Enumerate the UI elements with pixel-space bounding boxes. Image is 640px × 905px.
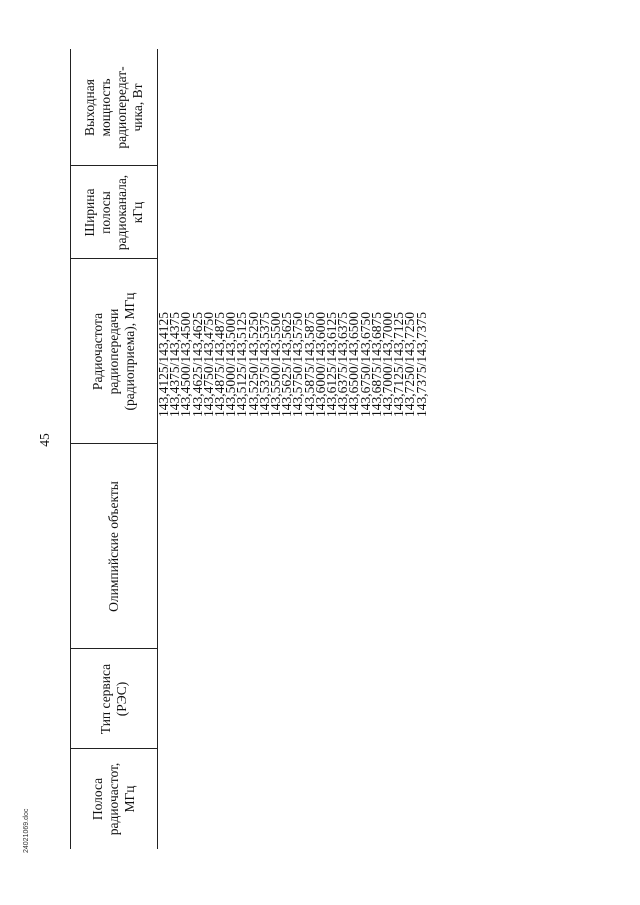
- frequency-item: 143,7000/143,7000: [380, 311, 396, 417]
- page-number: 45: [37, 433, 52, 447]
- table-header-separator: [157, 49, 158, 849]
- frequency-item: 143,5125/143,5125: [234, 311, 250, 417]
- frequency-item: 143,5875/143,5875: [301, 311, 317, 417]
- frequency-item: 143,6500/143,6500: [346, 311, 362, 417]
- frequency-item: 143,4125/143,4125: [156, 311, 171, 417]
- frequency-item: 143,6875/143,6875: [368, 311, 384, 417]
- rotated-table-page: [70, 49, 610, 849]
- header-service-type: Тип сервиса (РЭС): [98, 663, 129, 735]
- header-output-power: Выходная мощность радиопередат- чика, Вт: [82, 66, 145, 149]
- frequency-item: 143,6000/143,6000: [312, 311, 328, 417]
- frequency-item: 143,4750/143,4750: [200, 311, 216, 417]
- frequency-item: 143,5250/143,5250: [245, 311, 261, 417]
- frequency-item: 143,7375/143,7375: [413, 311, 429, 417]
- frequency-item: 143,6375/143,6375: [335, 311, 351, 417]
- footer-filename: 24021069.doc: [23, 808, 30, 853]
- header-olympic-objects: Олимпийские объекты: [106, 481, 121, 612]
- header-channel-width: Ширина полосы радиоканала, кГц: [82, 174, 145, 251]
- frequency-item: 143,5750/143,5750: [290, 311, 306, 417]
- frequency-item: 143,6750/143,6750: [357, 311, 373, 417]
- frequency-item: 143,5375/143,5375: [256, 311, 272, 417]
- frequency-item: 143,4375/143,4375: [167, 311, 183, 417]
- frequency-item: 143,6125/143,6125: [324, 311, 340, 417]
- header-radio-frequency: Радиочастота радиопередачи (радиоприема), МГц: [90, 292, 137, 411]
- frequency-item: 143,5000/143,5000: [223, 311, 239, 417]
- frequency-item: 143,5625/143,5625: [279, 311, 295, 417]
- frequency-item: 143,4875/143,4875: [212, 311, 228, 417]
- frequency-item: 143,4500/143,4500: [178, 311, 194, 417]
- frequency-list: [158, 257, 427, 417]
- frequency-item: 143,4625/143,4625: [189, 311, 205, 417]
- frequency-item: 143,7125/143,7125: [391, 311, 407, 417]
- header-frequency-band: Полоса радиочастот, МГц: [90, 762, 137, 836]
- frequency-item: 143,5500/143,5500: [268, 311, 284, 417]
- table-top-border: [70, 49, 71, 849]
- frequency-item: 143,7250/143,7250: [402, 311, 418, 417]
